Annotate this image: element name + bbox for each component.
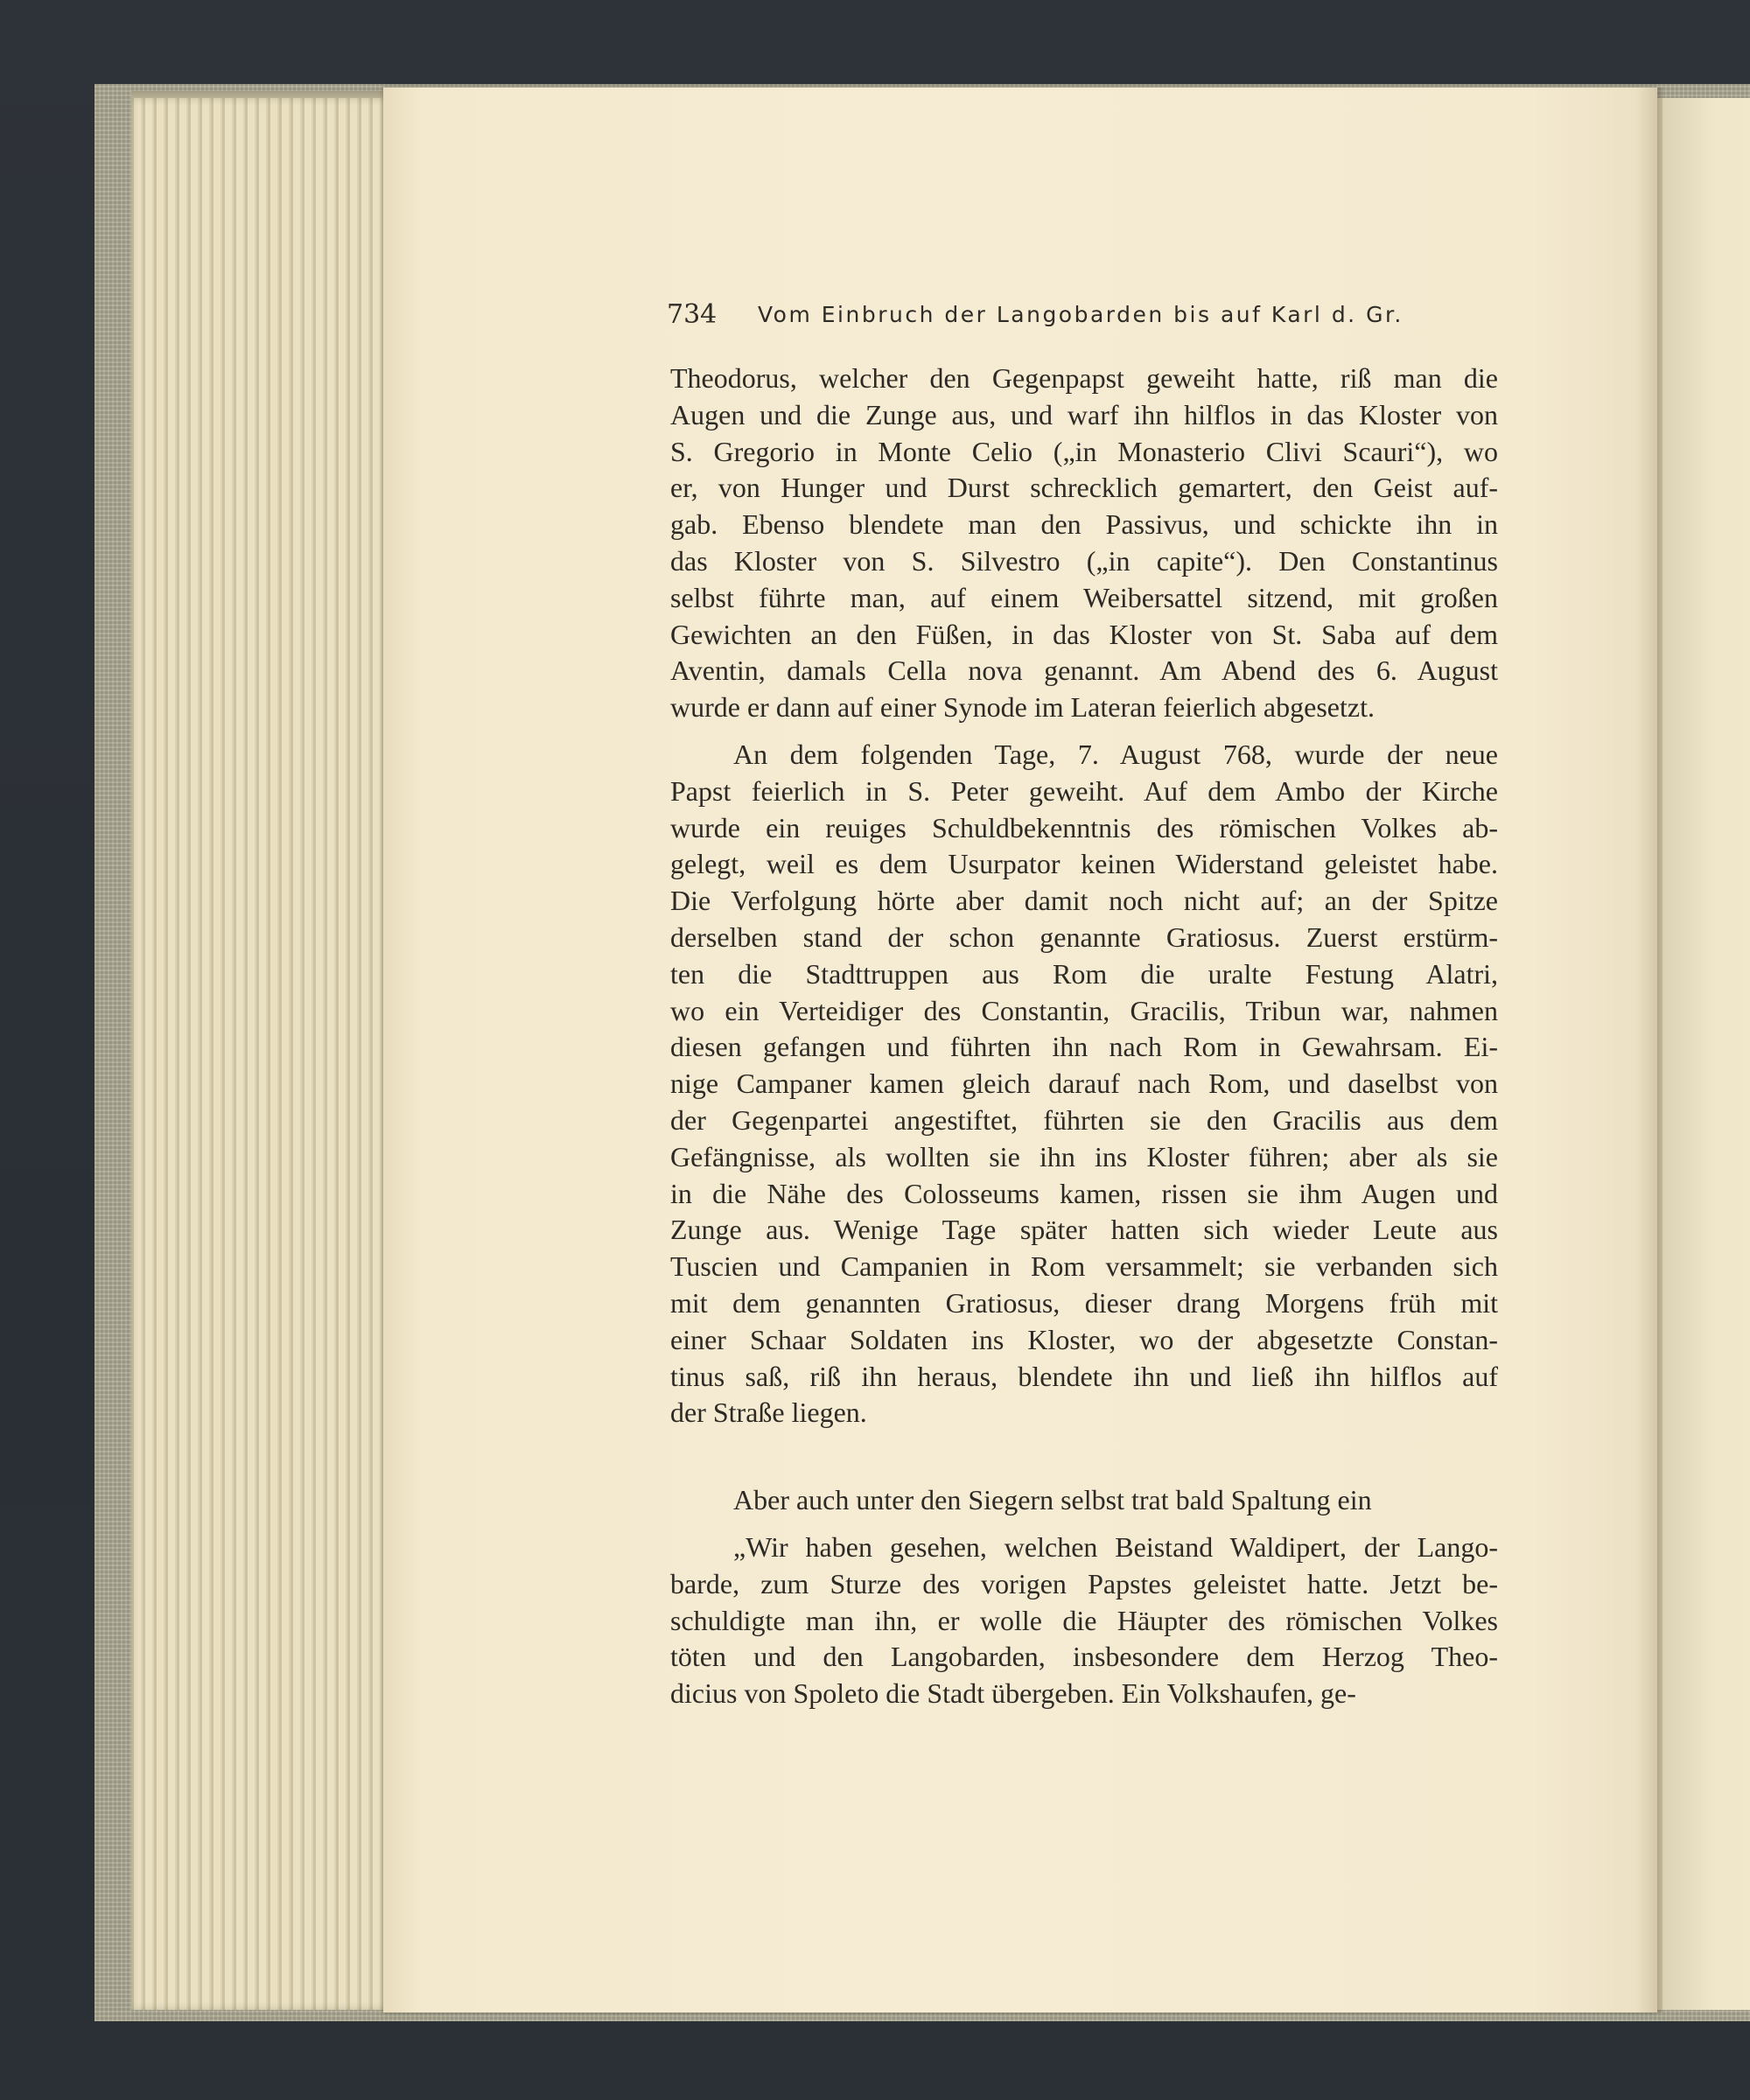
text-line: wurde er dann auf einer Synode im Lateran feierlich abgesetzt. [670, 691, 1375, 724]
text-line: Augen und die Zunge aus, und warf ihn hilflos in das Kloster von [670, 398, 1498, 430]
paragraph-gap [670, 1519, 1498, 1530]
paragraph [670, 1482, 1498, 1519]
text-line: schuldigte man ihn, er wolle die Häupter des römischen Volkes [670, 1604, 1498, 1636]
text-line: gab. Ebenso blendete man den Passivus, und schickte ihn in [670, 508, 1498, 541]
text-line: gelegt, weil es dem Usurpator keinen Widerstand geleistet habe. [670, 848, 1498, 880]
page-stack-edges [131, 98, 394, 2010]
text-line: töten und den Langobarden, insbesondere dem Herzog Theo- [670, 1641, 1498, 1673]
text-line: Aber auch unter den Siegern selbst trat bald Spaltung ein [733, 1484, 1372, 1516]
text-line: barde, zum Sturze des vorigen Papstes geleistet hatte. Jetzt be- [670, 1567, 1498, 1600]
text-line: der Gegenpartei angestiftet, führten sie den Gracilis aus dem [670, 1103, 1498, 1136]
facing-page-edge [1657, 98, 1750, 2010]
paragraph [670, 1530, 1498, 1712]
spine-shadow [1636, 88, 1662, 2012]
text-line: wurde ein reuiges Schuldbekenntnis des römischen Volkes ab- [670, 811, 1498, 844]
body-text [670, 360, 1498, 1712]
text-line: „Wir haben gesehen, welchen Beistand Waldipert, der Lango- [733, 1530, 1498, 1563]
text-line: Theodorus, welcher den Gegenpapst geweiht hatte, riß man die [670, 362, 1498, 394]
page-header [667, 299, 1419, 343]
text-line: derselben stand der schon genannte Gratiosus. Zuerst erstürm- [670, 920, 1498, 953]
text-line: S. Gregorio in Monte Celio („in Monasterio Clivi Scauri“), wo [670, 435, 1498, 467]
text-line: wo ein Verteidiger des Constantin, Gracilis, Tribun war, nahmen [670, 994, 1498, 1026]
text-line: einer Schaar Soldaten ins Kloster, wo der abgesetzte Constan- [670, 1323, 1498, 1355]
text-line: Zunge aus. Wenige Tage später hatten sich wieder Leute aus [670, 1214, 1498, 1246]
text-line: Die Verfolgung hörte aber damit noch nicht auf; an der Spitze [670, 885, 1498, 917]
text-line: der Straße liegen. [670, 1396, 867, 1429]
text-line: ten die Stadttruppen aus Rom die uralte Festung Alatri, [670, 957, 1498, 990]
paragraph [670, 360, 1498, 726]
running-head: Vom Einbruch der Langobarden bis auf Karl d. Gr. [758, 302, 1404, 327]
text-line: in die Nähe des Colosseums kamen, rissen sie ihm Augen und [670, 1177, 1498, 1209]
paragraph-gap [670, 1432, 1498, 1482]
text-line: Tuscien und Campanien in Rom versammelt; sie verbanden sich [670, 1250, 1498, 1283]
text-line: Aventin, damals Cella nova genannt. Am Abend des 6. August [670, 654, 1498, 687]
paragraph [670, 737, 1498, 1432]
text-line: An dem folgenden Tage, 7. August 768, wurde der neue [733, 738, 1498, 770]
text-line: diesen gefangen und führten ihn nach Rom in Gewahrsam. Ei- [670, 1031, 1498, 1063]
text-line: nige Campaner kamen gleich darauf nach Rom, und daselbst von [670, 1068, 1498, 1100]
text-line: er, von Hunger und Durst schrecklich gemartert, den Geist auf- [670, 472, 1498, 504]
text-line: Gewichten an den Füßen, in das Kloster von St. Saba auf dem [670, 618, 1498, 650]
text-line: tinus saß, riß ihn heraus, blendete ihn und ließ ihn hilflos auf [670, 1360, 1498, 1392]
text-line: dicius von Spoleto die Stadt übergeben. Ein Volkshaufen, ge- [670, 1677, 1356, 1710]
paragraph-gap [670, 726, 1498, 737]
text-line: selbst führte man, auf einem Weibersattel sitzend, mit großen [670, 581, 1498, 613]
text-line: Gefängnisse, als wollten sie ihn ins Kloster führen; aber als sie [670, 1140, 1498, 1172]
page-number: 734 [667, 299, 718, 330]
text-line: mit dem genannten Gratiosus, dieser drang Morgens früh mit [670, 1286, 1498, 1319]
text-line: Papst feierlich in S. Peter geweiht. Auf dem Ambo der Kirche [670, 774, 1498, 807]
text-line: das Kloster von S. Silvestro („in capite“). Den Constantinus [670, 544, 1498, 577]
